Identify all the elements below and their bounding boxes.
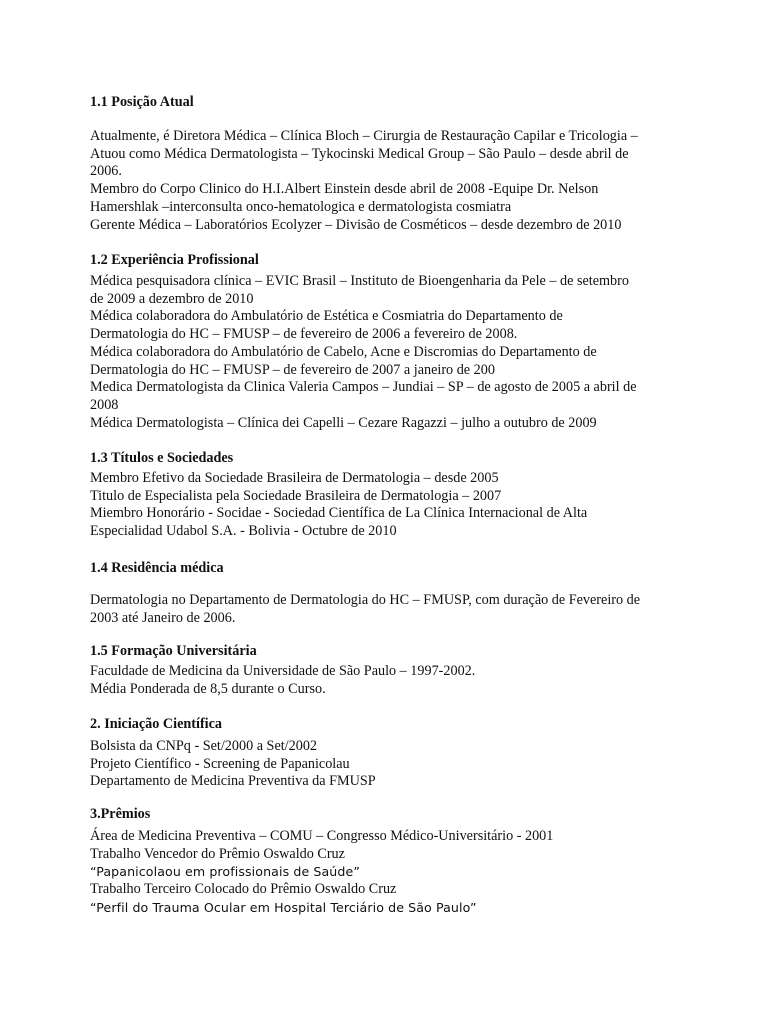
section-body-premios [90, 828, 690, 917]
text-line: Faculdade de Medicina da Universidade de São Paulo – 1997-2002. [90, 663, 476, 679]
text-line: Médica pesquisadora clínica – EVIC Brasil – Instituto de Bioengenharia da Pele – de setembro [90, 273, 629, 289]
text-line: Média Ponderada de 8,5 durante o Curso. [90, 680, 326, 697]
text-line: Bolsista da CNPq - Set/2000 a Set/2002 [90, 738, 317, 754]
text-line: Médica Dermatologista – Clínica dei Capelli – Cezare Ragazzi – julho a outubro de 2009 [90, 414, 597, 431]
section-heading-titulos: 1.3 Títulos e Sociedades [90, 450, 234, 466]
section-body-experiencia [90, 273, 690, 432]
text-line: Titulo de Especialista pela Sociedade Brasileira de Dermatologia – 2007 [90, 487, 502, 504]
text-line: Área de Medicina Preventiva – COMU – Congresso Médico-Universitário - 2001 [90, 828, 554, 844]
text-line: Projeto Científico - Screening de Papanicolau [90, 755, 350, 772]
text-line: Hamershlak –interconsulta onco-hematologica e dermatologista cosmiatra [90, 198, 512, 215]
section-body-titulos [90, 470, 690, 541]
text-line: Atuou como Médica Dermatologista – Tykocinski Medical Group – São Paulo – desde abril de [90, 145, 629, 162]
text-line: 2006. [90, 163, 122, 180]
section-heading-posicao-atual: 1.1 Posição Atual [90, 94, 194, 110]
text-line: Dermatologia do HC – FMUSP – de fevereiro de 2007 a janeiro de 200 [90, 361, 495, 378]
text-line: 2008 [90, 396, 119, 413]
text-line-quote: “Papanicolaou em profissionais de Saúde” [90, 864, 360, 880]
section-heading-iniciacao: 2. Iniciação Científica [90, 716, 223, 732]
text-line: 2003 até Janeiro de 2006. [90, 609, 236, 626]
section-heading-formacao: 1.5 Formação Universitária [90, 643, 257, 659]
section-body-iniciacao [90, 738, 690, 791]
text-line: Atualmente, é Diretora Médica – Clínica Bloch – Cirurgia de Restauração Capilar e Tricologia – [90, 128, 638, 144]
text-line: Miembro Honorário - Socidae - Sociedad Científica de La Clínica Internacional de Alta [90, 505, 588, 522]
text-line: Medica Dermatologista da Clinica Valeria Campos – Jundiai – SP – de agosto de 2005 a abril de [90, 379, 637, 396]
section-heading-residencia: 1.4 Residência médica [90, 560, 224, 576]
section-body-formacao [90, 663, 690, 698]
section-body-residencia [90, 592, 690, 627]
text-line: Médica colaboradora do Ambulatório de Cabelo, Acne e Discromias do Departamento de [90, 343, 597, 360]
text-line: Trabalho Vencedor do Prêmio Oswaldo Cruz [90, 845, 345, 862]
text-line: Especialidad Udabol S.A. - Bolivia - Octubre de 2010 [90, 523, 397, 540]
text-line: Membro do Corpo Clinico do H.I.Albert Einstein desde abril de 2008 -Equipe Dr. Nelson [90, 181, 599, 198]
section-heading-premios: 3.Prêmios [90, 806, 151, 822]
text-line: Membro Efetivo da Sociedade Brasileira de Dermatologia – desde 2005 [90, 470, 499, 486]
text-line: Gerente Médica – Laboratórios Ecolyzer – Divisão de Cosméticos – desde dezembro de 2010 [90, 216, 622, 233]
text-line: Dermatologia do HC – FMUSP – de fevereiro de 2006 a fevereiro de 2008. [90, 326, 518, 343]
text-line: de 2009 a dezembro de 2010 [90, 290, 254, 307]
section-heading-experiencia: 1.2 Experiência Profissional [90, 252, 259, 268]
text-line: Dermatologia no Departamento de Dermatologia do HC – FMUSP, com duração de Fevereiro de [90, 592, 641, 608]
text-line: Médica colaboradora do Ambulatório de Estética e Cosmiatria do Departamento de [90, 308, 563, 325]
section-body-posicao-atual [90, 128, 690, 234]
text-line: Trabalho Terceiro Colocado do Prêmio Oswaldo Cruz [90, 881, 397, 898]
text-line: Departamento de Medicina Preventiva da FMUSP [90, 773, 376, 790]
text-line-quote: “Perfil do Trauma Ocular em Hospital Terciário de São Paulo” [90, 899, 477, 915]
